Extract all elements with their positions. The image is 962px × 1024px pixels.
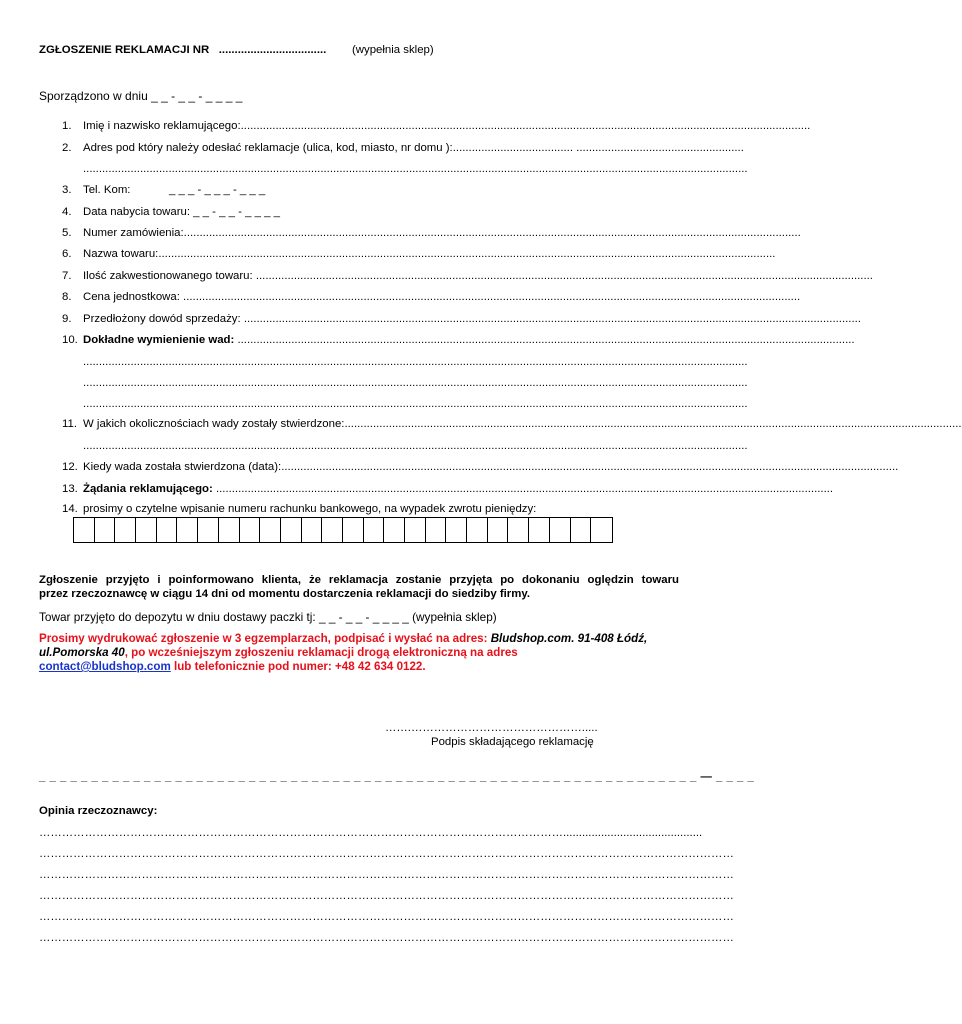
field-purchase-date[interactable]: 4. Data nabycia towaru: _ _ - _ _ - _ _ _ _ — [62, 206, 280, 218]
opinion-line-5[interactable]: ………………………………………………………………………………………………………………………………………………………………… — [39, 911, 734, 923]
field-order-number[interactable]: 5. Numer zamówienia:................................................................................................................................................................................................... — [62, 227, 801, 239]
opinion-line-2[interactable]: ………………………………………………………………………………………………………………………………………………………………… — [39, 848, 734, 860]
account-digit-cell[interactable] — [219, 518, 240, 542]
account-digit-cell[interactable] — [550, 518, 571, 542]
account-digit-cell[interactable] — [322, 518, 343, 542]
prepared-date[interactable]: Sporządzono w dniu _ _ - _ _ - _ _ _ _ — [39, 89, 243, 103]
field-phone[interactable]: 3. Tel. Kom: _ _ _ - _ _ _ - _ _ _ — [62, 184, 266, 196]
field-product-name[interactable]: 6. Nazwa towaru:................................................................................................................................................................................................... — [62, 248, 776, 260]
account-digit-cell[interactable] — [177, 518, 198, 542]
account-digit-cell[interactable] — [405, 518, 426, 542]
field-name[interactable]: 1. Imię i nazwisko reklamującego:.................................................................................................................................................................................... — [62, 120, 811, 132]
account-digit-cell[interactable] — [198, 518, 219, 542]
account-digit-cell[interactable] — [508, 518, 529, 542]
account-digit-cell[interactable] — [364, 518, 385, 542]
form-title: ZGŁOSZENIE REKLAMACJI NR .................................. — [39, 44, 327, 56]
account-digit-cell[interactable] — [115, 518, 136, 542]
account-digit-cell[interactable] — [281, 518, 302, 542]
account-digit-cell[interactable] — [343, 518, 364, 542]
account-digit-cell[interactable] — [95, 518, 116, 542]
acceptance-line-1: Zgłoszenie przyjęto i poinformowano klienta, że reklamacja zostanie przyjęta po dokonaniu oględzin towaru — [39, 574, 679, 586]
defects-line-4[interactable]: .................................................................................................................................................................................................................. — [83, 398, 748, 410]
deposit-line[interactable]: Towar przyjęto do depozytu w dniu dostawy paczki tj: _ _ - _ _ - _ _ _ _ (wypełnia sklep) — [39, 610, 497, 624]
defects-line-3[interactable]: .................................................................................................................................................................................................................. — [83, 377, 748, 389]
bank-account-grid[interactable] — [73, 517, 613, 543]
acceptance-line-2: przez rzeczoznawcę w ciągu 14 dni od momentu dostarczenia reklamacji do siedziby firmy. — [39, 588, 530, 600]
signature-line[interactable]: …….………………………………………..... — [385, 722, 598, 734]
opinion-line-3[interactable]: ………………………………………………………………………………………………………………………………………………………………… — [39, 869, 734, 881]
field-demands[interactable]: 13. Żądania reklamującego: ................................................................................................................................................................................................... — [62, 483, 834, 495]
account-digit-cell[interactable] — [591, 518, 612, 542]
account-digit-cell[interactable] — [260, 518, 281, 542]
expert-opinion-title: Opinia rzeczoznawcy: — [39, 805, 158, 817]
circumstances-line-2[interactable]: .................................................................................................................................................................................................................. — [83, 440, 748, 452]
account-digit-cell[interactable] — [426, 518, 447, 542]
account-digit-cell[interactable] — [157, 518, 178, 542]
account-digit-cell[interactable] — [240, 518, 261, 542]
account-digit-cell[interactable] — [384, 518, 405, 542]
account-digit-cell[interactable] — [302, 518, 323, 542]
field-address[interactable]: 2. Adres pod który należy odesłać reklamacje (ulica, kod, miasto, nr domu ):...................................... ..................................................... — [62, 142, 744, 154]
account-digit-cell[interactable] — [488, 518, 509, 542]
field-unit-price[interactable]: 8. Cena jednostkowa: ................................................................................................................................................................................................... — [62, 291, 801, 303]
account-digit-cell[interactable] — [446, 518, 467, 542]
field-proof-of-sale[interactable]: 9. Przedłożony dowód sprzedaży: ................................................................................................................................................................................................... — [62, 313, 861, 325]
opinion-line-4[interactable]: ………………………………………………………………………………………………………………………………………………………………… — [39, 890, 734, 902]
cut-separator: _ _ _ _ _ _ _ _ _ _ _ _ _ _ _ _ _ _ _ _ _ _ _ _ _ _ _ _ _ _ _ _ _ _ _ _ _ _ _ _ _ _ _ _ _ _ _ _ _ _ _ _ _ _ _ _ _ _ _ _ _ _ _ — _ _ _ _ — [39, 771, 755, 783]
claim-number-field[interactable]: .................................. — [218, 44, 327, 56]
field-circumstances[interactable]: 11. W jakich okolicznościach wady zostały stwierdzone:................................................................................................................................................................................................... — [62, 418, 962, 430]
defects-line-2[interactable]: .................................................................................................................................................................................................................. — [83, 356, 748, 368]
account-digit-cell[interactable] — [467, 518, 488, 542]
field-bank-account: 14. prosimy o czytelne wpisanie numeru rachunku bankowego, na wypadek zwrotu pieniędzy: — [62, 503, 537, 515]
field-defect-date[interactable]: 12. Kiedy wada została stwierdzona (data):................................................................................................................................................................................................... — [62, 461, 899, 473]
field-defects[interactable]: 10. Dokładne wymienienie wad: ................................................................................................................................................................................................... — [62, 334, 855, 346]
account-digit-cell[interactable] — [529, 518, 550, 542]
shipping-notice: Prosimy wydrukować zgłoszenie w 3 egzemplarzach, podpisać i wysłać na adres: Bludshop.com. 91-408 Łódź, ul.Pomorska 40, po wcześniejszym zgłoszeniu reklamacji drogą elektroniczną na adres contact@bludshop.com lub telefonicznie pod numer: +48 42 634 0122. — [39, 632, 648, 673]
account-digit-cell[interactable] — [74, 518, 95, 542]
opinion-line-1[interactable]: …………………………………………………………………………………………………………………………............................................ — [39, 827, 703, 839]
account-digit-cell[interactable] — [571, 518, 592, 542]
account-digit-cell[interactable] — [136, 518, 157, 542]
email-link[interactable]: contact@bludshop.com — [39, 660, 171, 673]
signature-label: Podpis składającego reklamację — [431, 736, 594, 748]
address-continuation-line[interactable]: .................................................................................................................................................................................................................. — [83, 163, 748, 175]
opinion-line-6[interactable]: ………………………………………………………………………………………………………………………………………………………………… — [39, 932, 734, 944]
field-quantity[interactable]: 7. Ilość zakwestionowanego towaru: ................................................................................................................................................................................................... — [62, 270, 873, 282]
header-note: (wypełnia sklep) — [352, 44, 434, 56]
